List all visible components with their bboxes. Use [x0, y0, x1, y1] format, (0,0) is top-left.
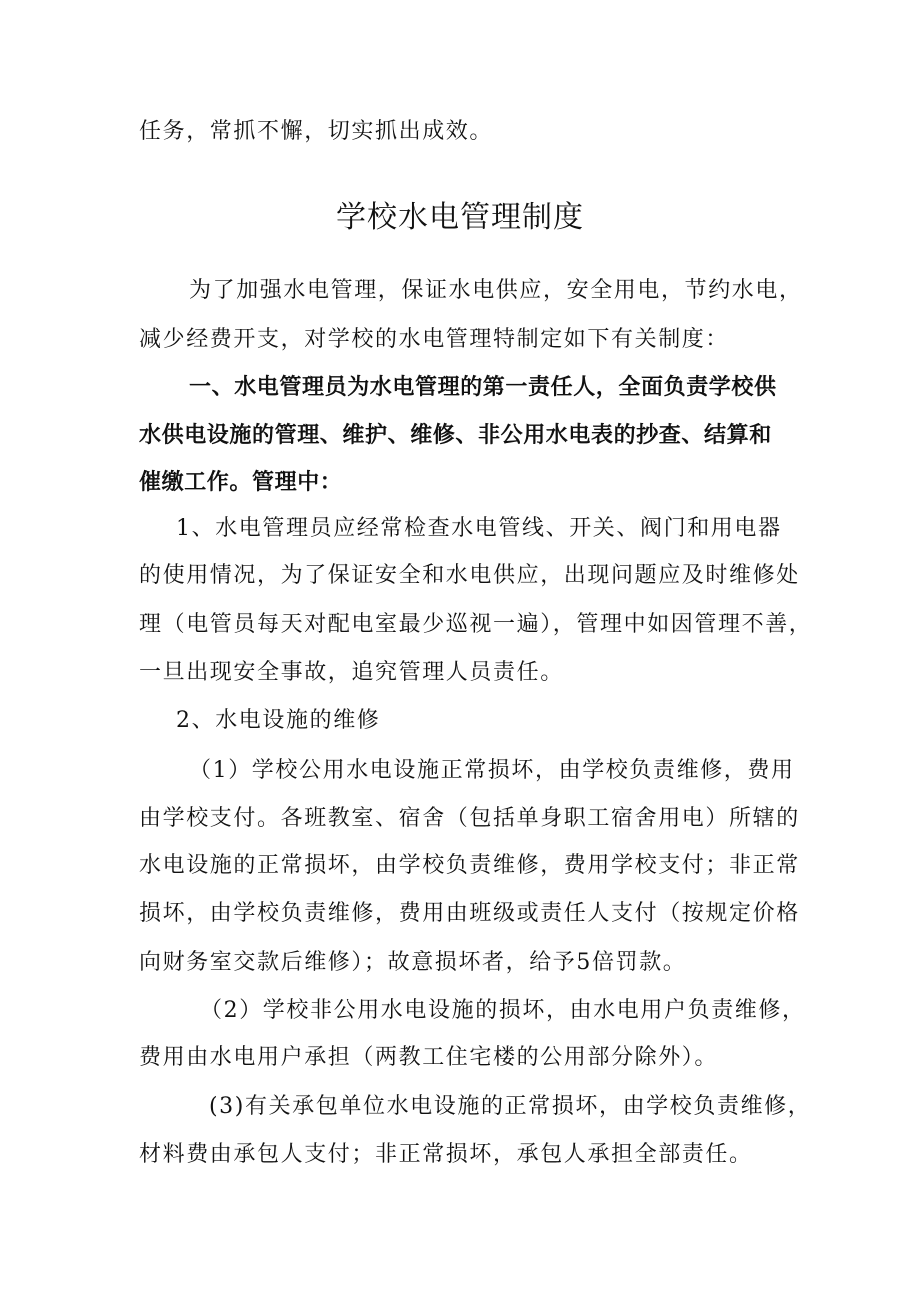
item-1-line-3: 理（电管员每天对配电室最少巡视一遍），管理中如因管理不善，: [139, 612, 813, 637]
sub-2-line-2: 费用由水电用户承担（两教工住宅楼的公用部分除外）。: [139, 1045, 719, 1070]
sub-3-line-2: 材料费由承包人支付；非正常损坏，承包人承担全部责任。: [139, 1142, 753, 1167]
sub-1-line-3: 水电设施的正常损坏，由学校负责维修，费用学校支付；非正常: [139, 853, 800, 878]
sub-2-line-1: （2）学校非公用水电设施的损坏，由水电用户负责维修，: [200, 998, 806, 1023]
section-1-line-3: 催缴工作。管理中：: [139, 470, 343, 495]
intro-line-1: 为了加强水电管理，保证水电供应，安全用电，节约水电，: [189, 278, 803, 303]
section-1-line-1: 一、水电管理员为水电管理的第一责任人，全面负责学校供: [189, 375, 777, 400]
item-1-line-2: 的使用情况，为了保证安全和水电供应，出现问题应及时维修处: [139, 563, 800, 588]
item-1-line-1: 1、水电管理员应经常检查水电管线、开关、阀门和用电器: [176, 516, 782, 541]
sub-1-line-2: 由学校支付。各班教室、宿舍（包括单身职工宿舍用电）所辖的: [139, 806, 800, 831]
intro-line-2: 减少经费开支，对学校的水电管理特制定如下有关制度：: [139, 327, 730, 352]
item-1-line-4: 一旦出现安全事故，追究管理人员责任。: [139, 660, 564, 685]
section-1-line-2: 水供电设施的管理、维护、维修、非公用水电表的抄查、结算和: [139, 423, 772, 448]
carryover-line: 任务，常抓不懈，切实抓出成效。: [139, 119, 494, 144]
item-2-heading: 2、水电设施的维修: [176, 708, 381, 733]
document-title: 学校水电管理制度: [336, 200, 584, 235]
sub-1-line-4: 损坏，由学校负责维修，费用由班级或责任人支付（按规定价格: [139, 901, 800, 926]
sub-3-line-1: (3)有关承包单位水电设施的正常损坏，由学校负责维修，: [209, 1094, 812, 1119]
sub-1-line-5: 向财务室交款后维修）；故意损坏者，给予5倍罚款。: [139, 950, 687, 975]
sub-1-line-1: （1）学校公用水电设施正常损坏，由学校负责维修，费用: [189, 758, 795, 783]
